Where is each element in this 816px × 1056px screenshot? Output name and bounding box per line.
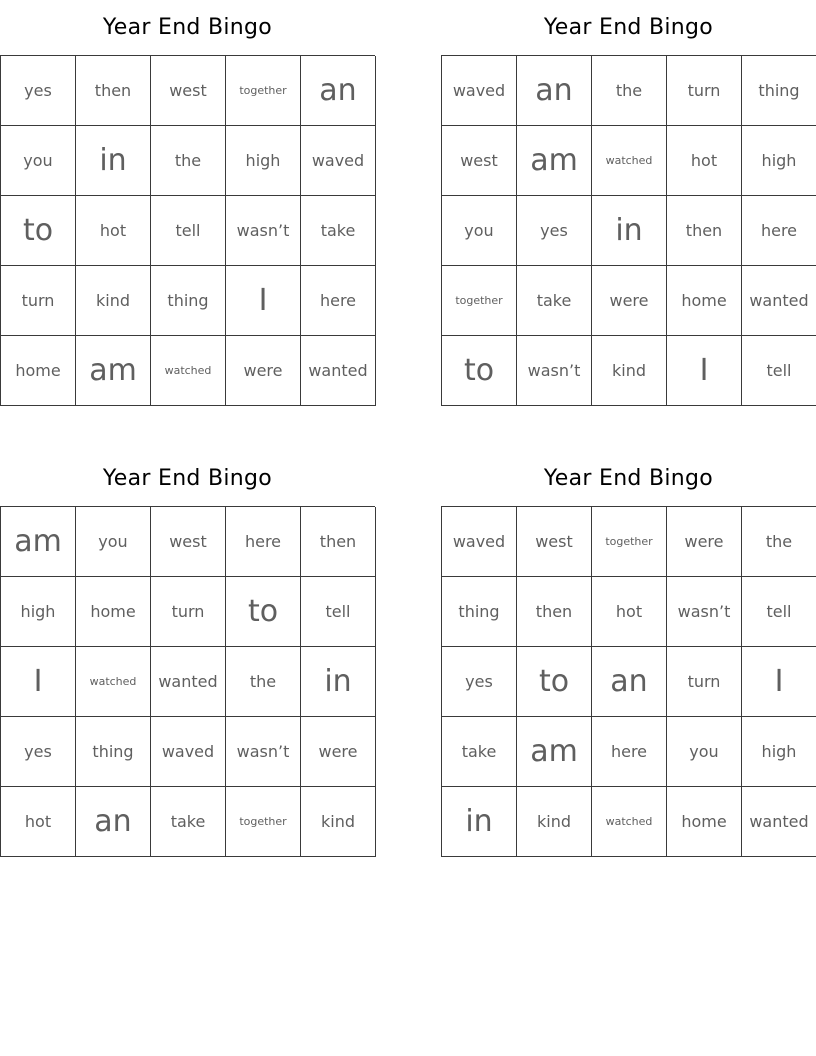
bingo-cell: I xyxy=(1,647,76,717)
bingo-cell: home xyxy=(1,336,76,406)
bingo-cell: kind xyxy=(592,336,667,406)
bingo-cell: high xyxy=(742,717,816,787)
bingo-cell: high xyxy=(742,126,816,196)
bingo-grid xyxy=(0,55,375,406)
bingo-cell: west xyxy=(442,126,517,196)
bingo-cell: here xyxy=(301,266,376,336)
bingo-cell: wasn’t xyxy=(517,336,592,406)
bingo-cell: wanted xyxy=(151,647,226,717)
bingo-cell: then xyxy=(301,507,376,577)
bingo-cell: high xyxy=(226,126,301,196)
bingo-cell: wanted xyxy=(301,336,376,406)
bingo-cell: hot xyxy=(667,126,742,196)
bingo-cell: take xyxy=(442,717,517,787)
bingo-cell: am xyxy=(76,336,151,406)
bingo-cell: to xyxy=(517,647,592,717)
bingo-cell: here xyxy=(226,507,301,577)
bingo-cell: then xyxy=(76,56,151,126)
bingo-cell: yes xyxy=(517,196,592,266)
bingo-cell: together xyxy=(226,56,301,126)
bingo-cell: thing xyxy=(742,56,816,126)
card-title: Year End Bingo xyxy=(543,15,714,40)
bingo-cell: west xyxy=(151,56,226,126)
bingo-cell: the xyxy=(742,507,816,577)
bingo-cell: hot xyxy=(592,577,667,647)
bingo-cell: hot xyxy=(1,787,76,857)
bingo-cell: then xyxy=(517,577,592,647)
bingo-cell: yes xyxy=(1,56,76,126)
card-title: Year End Bingo xyxy=(102,15,273,40)
bingo-cell: you xyxy=(1,126,76,196)
bingo-cell: high xyxy=(1,577,76,647)
bingo-cell: home xyxy=(667,787,742,857)
bingo-cell: yes xyxy=(1,717,76,787)
bingo-cell: yes xyxy=(442,647,517,717)
bingo-cell: west xyxy=(517,507,592,577)
bingo-cell: to xyxy=(1,196,76,266)
bingo-cell: here xyxy=(742,196,816,266)
bingo-cell: tell xyxy=(151,196,226,266)
bingo-cell: watched xyxy=(76,647,151,717)
bingo-grid xyxy=(441,506,816,857)
bingo-cell: take xyxy=(151,787,226,857)
bingo-cell: take xyxy=(517,266,592,336)
bingo-cell: to xyxy=(442,336,517,406)
bingo-cell: thing xyxy=(76,717,151,787)
bingo-cell: the xyxy=(592,56,667,126)
bingo-cell: home xyxy=(76,577,151,647)
bingo-cell: an xyxy=(76,787,151,857)
bingo-cell: wanted xyxy=(742,266,816,336)
bingo-cell: waved xyxy=(301,126,376,196)
bingo-grid xyxy=(441,55,816,406)
bingo-cell: in xyxy=(442,787,517,857)
bingo-cell: I xyxy=(667,336,742,406)
bingo-cell: turn xyxy=(151,577,226,647)
bingo-cell: am xyxy=(1,507,76,577)
bingo-cell: were xyxy=(226,336,301,406)
bingo-cell: wasn’t xyxy=(667,577,742,647)
bingo-cell: the xyxy=(226,647,301,717)
bingo-cell: I xyxy=(742,647,816,717)
bingo-cell: an xyxy=(517,56,592,126)
bingo-cell: the xyxy=(151,126,226,196)
bingo-cell: turn xyxy=(1,266,76,336)
bingo-cell: you xyxy=(667,717,742,787)
bingo-cell: tell xyxy=(742,336,816,406)
bingo-card-1 xyxy=(0,0,375,406)
bingo-cell: waved xyxy=(442,56,517,126)
bingo-card-4 xyxy=(441,451,816,857)
bingo-cell: watched xyxy=(151,336,226,406)
bingo-cell: an xyxy=(301,56,376,126)
bingo-cell: you xyxy=(76,507,151,577)
card-title: Year End Bingo xyxy=(543,466,714,491)
bingo-card-2 xyxy=(441,0,816,406)
bingo-cell: thing xyxy=(151,266,226,336)
bingo-grid xyxy=(0,506,375,857)
bingo-cell: in xyxy=(76,126,151,196)
bingo-cell: kind xyxy=(76,266,151,336)
bingo-cell: you xyxy=(442,196,517,266)
bingo-cell: tell xyxy=(301,577,376,647)
bingo-cell: I xyxy=(226,266,301,336)
bingo-cell: turn xyxy=(667,647,742,717)
bingo-cell: kind xyxy=(517,787,592,857)
bingo-cell: take xyxy=(301,196,376,266)
bingo-cell: wasn’t xyxy=(226,717,301,787)
bingo-cell: in xyxy=(301,647,376,717)
bingo-cell: to xyxy=(226,577,301,647)
bingo-cell: watched xyxy=(592,126,667,196)
bingo-cell: were xyxy=(592,266,667,336)
bingo-cell: were xyxy=(667,507,742,577)
bingo-cell: thing xyxy=(442,577,517,647)
bingo-cell: an xyxy=(592,647,667,717)
bingo-cell: turn xyxy=(667,56,742,126)
bingo-cell: in xyxy=(592,196,667,266)
bingo-cell: tell xyxy=(742,577,816,647)
bingo-cell: here xyxy=(592,717,667,787)
bingo-cell: watched xyxy=(592,787,667,857)
bingo-cell: kind xyxy=(301,787,376,857)
bingo-cell: wasn’t xyxy=(226,196,301,266)
bingo-cell: am xyxy=(517,717,592,787)
bingo-cell: together xyxy=(226,787,301,857)
bingo-cell: hot xyxy=(76,196,151,266)
bingo-cell: together xyxy=(592,507,667,577)
bingo-cell: wanted xyxy=(742,787,816,857)
bingo-cell: west xyxy=(151,507,226,577)
bingo-cell: home xyxy=(667,266,742,336)
bingo-cell: am xyxy=(517,126,592,196)
bingo-cell: waved xyxy=(442,507,517,577)
bingo-cell: were xyxy=(301,717,376,787)
bingo-card-3 xyxy=(0,451,375,857)
bingo-cell: then xyxy=(667,196,742,266)
bingo-cell: together xyxy=(442,266,517,336)
bingo-cell: waved xyxy=(151,717,226,787)
card-title: Year End Bingo xyxy=(102,466,273,491)
